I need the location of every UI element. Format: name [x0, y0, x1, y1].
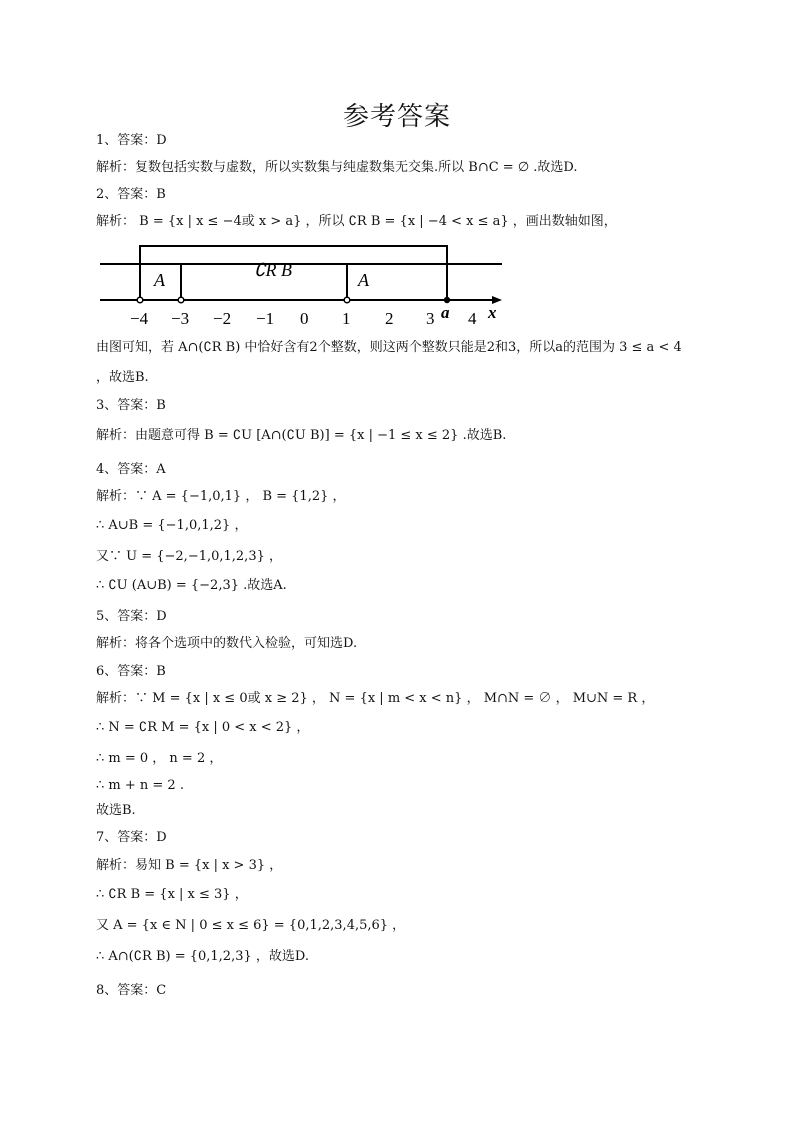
- page-title: 参考答案: [342, 102, 451, 132]
- explanation-6-line-2: ∴ N = ∁R M = {x | 0 < x < 2} ，: [96, 720, 310, 735]
- explanation-4-line-3: 又∵ U = {−2,−1,0,1,2,3} ，: [96, 549, 282, 564]
- tick-label: −3: [171, 309, 190, 328]
- explanation-6-line-1: 解析：∵ M = {x | x ≤ 0或 x ≥ 2} ， N = {x | m < x < n} ， M∩N = ∅ ， M∪N = R ，: [96, 691, 655, 706]
- number-line-figure: [96, 242, 506, 334]
- explanation-1: 解析：复数包括实数与虚数，所以实数集与纯虚数集无交集.所以 B∩C = ∅ .故选D.: [96, 160, 578, 175]
- point-label-a: a: [441, 303, 450, 322]
- explanation-6-line-5: 故选B.: [96, 803, 136, 818]
- tick-label: −4: [130, 309, 149, 328]
- answer-8: 8、答案：C: [96, 983, 167, 998]
- region-label-right-a: A: [358, 270, 369, 290]
- tick-label: 1: [342, 309, 351, 328]
- explanation-3: 解析：由题意可得 B = ∁U [A∩(∁U B)] = {x | −1 ≤ x ≤ 2} .故选B.: [96, 428, 507, 443]
- tick-label: 4: [468, 309, 477, 328]
- answer-5: 5、答案：D: [96, 609, 167, 624]
- explanation-2: 解析： B = {x | x ≤ −4或 x > a} ，所以 ∁R B = {x | −4 < x ≤ a} ，画出数轴如图，: [96, 214, 617, 229]
- explanation-2-end: ，故选B.: [96, 370, 149, 385]
- point-minus-4: [137, 297, 143, 303]
- tick-label: −2: [213, 309, 232, 328]
- tick-label: −1: [256, 309, 275, 328]
- explanation-2-continued: 由图可知，若 A∩(∁R B) 中恰好含有2个整数，则这两个整数只能是2和3，所以a的范围为 3 ≤ a < 4: [96, 340, 682, 355]
- answer-4: 4、答案：A: [96, 462, 166, 477]
- point-1: [344, 297, 350, 303]
- explanation-7-line-1: 解析：易知 B = {x | x > 3} ，: [96, 858, 283, 873]
- answer-2: 2、答案：B: [96, 187, 166, 202]
- explanation-4-line-1: 解析：∵ A = {−1,0,1} ， B = {1,2} ，: [96, 489, 346, 504]
- explanation-7-line-3: 又 A = {x ∈ N | 0 ≤ x ≤ 6} = {0,1,2,3,4,5,6} ，: [96, 918, 406, 933]
- answer-6: 6、答案：B: [96, 664, 166, 679]
- explanation-6-line-4: ∴ m + n = 2 .: [96, 778, 184, 793]
- tick-label: 2: [385, 309, 394, 328]
- point-minus-3: [178, 297, 184, 303]
- tick-label: 0: [300, 309, 309, 328]
- answer-1: 1、答案：D: [96, 133, 167, 148]
- axis-label-x: x: [488, 303, 497, 322]
- explanation-7-line-4: ∴ A∩(∁R B) = {0,1,2,3} ，故选D.: [96, 949, 309, 964]
- answer-7: 7、答案：D: [96, 830, 167, 845]
- explanation-5: 解析：将各个选项中的数代入检验，可知选D.: [96, 636, 358, 651]
- explanation-6-line-3: ∴ m = 0 ， n = 2 ，: [96, 751, 223, 766]
- tick-label: 3: [426, 309, 435, 328]
- complement-region: [140, 246, 447, 300]
- region-label-complement: ∁R B: [254, 260, 292, 280]
- explanation-4-line-4: ∴ ∁U (A∪B) = {−2,3} .故选A.: [96, 578, 287, 593]
- region-label-left-a: A: [154, 270, 165, 290]
- explanation-7-line-2: ∴ ∁R B = {x | x ≤ 3} ，: [96, 887, 248, 902]
- explanation-4-line-2: ∴ A∪B = {−1,0,1,2} ，: [96, 518, 248, 533]
- answer-3: 3、答案：B: [96, 398, 166, 413]
